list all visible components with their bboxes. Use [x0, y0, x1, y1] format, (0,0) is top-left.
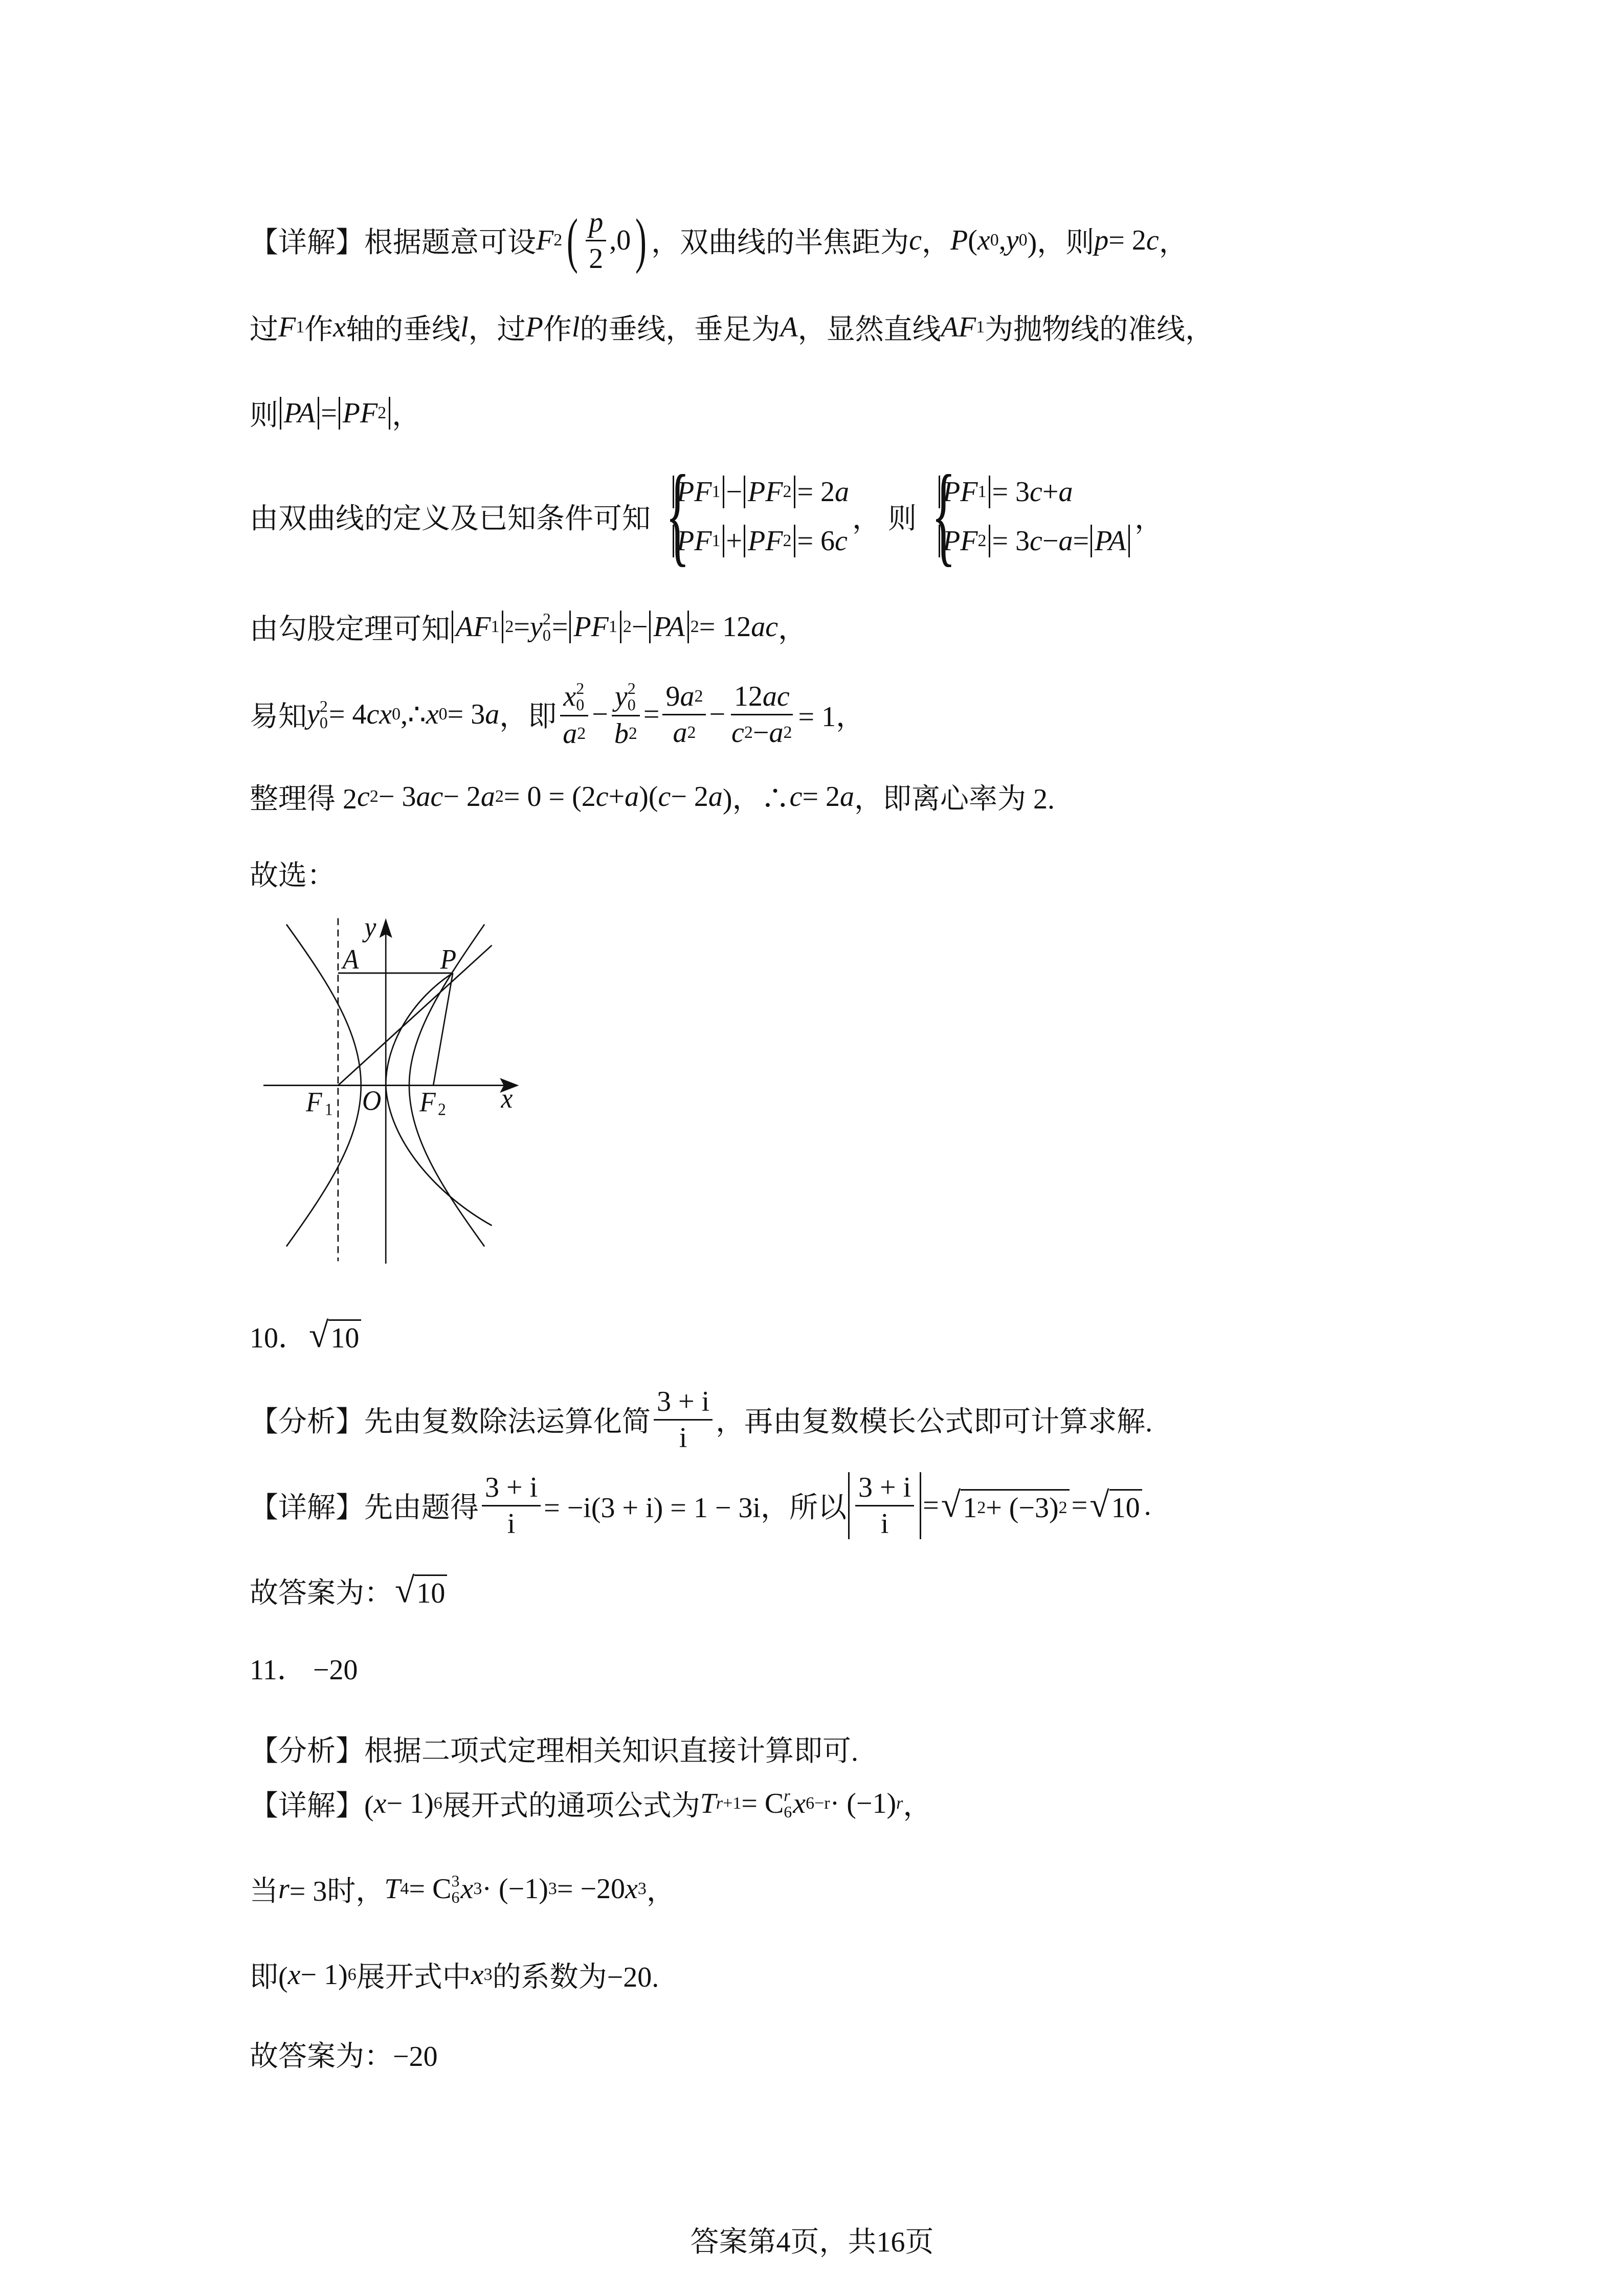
subscript: 0: [1018, 231, 1028, 250]
math-var: x: [426, 699, 439, 730]
text-run: =: [514, 611, 530, 643]
text-run: · (−1): [482, 1873, 548, 1905]
fraction-denominator: [728, 715, 795, 748]
math-paren: ): [635, 206, 647, 274]
text-run: )，∴: [722, 783, 790, 815]
fraction: [560, 680, 589, 749]
math-var: a: [480, 781, 495, 813]
text-run: 轴的垂线: [346, 314, 461, 346]
text-run: ，再由复数模长公式即可计算求解.: [716, 1406, 1153, 1438]
fraction-numerator: [612, 680, 640, 716]
text-run: 【分析】先由复数除法运算化简: [250, 1406, 651, 1438]
text-run: ，: [922, 227, 951, 259]
superscript: 2: [977, 1498, 986, 1517]
math-var: A: [780, 311, 798, 343]
equation-row: [671, 516, 849, 566]
math-var: PF: [573, 611, 609, 643]
math-var: x: [471, 1959, 484, 1991]
sub-superscript: [576, 680, 584, 713]
fraction-denominator: [670, 715, 699, 748]
superscript: 6: [347, 1965, 357, 1984]
superscript: 2: [687, 723, 696, 742]
text-run: ，: [1134, 503, 1164, 535]
square-root: [309, 1318, 361, 1354]
text-run: )，则: [1027, 227, 1095, 259]
fraction-numerator: [855, 1472, 914, 1506]
text-run: = 2: [797, 476, 835, 508]
math-var: AF: [456, 611, 491, 643]
text-run: = 2: [1108, 224, 1146, 256]
subscript: 1: [296, 318, 305, 336]
text-run: 2: [589, 242, 604, 275]
math-var: PF: [748, 525, 783, 557]
fraction-numerator: [662, 681, 706, 715]
fraction: [728, 681, 795, 748]
text-run: = 3: [992, 525, 1030, 557]
text-run: i: [507, 1507, 516, 1540]
text-run: 过: [250, 314, 278, 346]
text-run: ，双曲线的半焦距为: [651, 227, 909, 259]
label-x: x: [501, 1082, 513, 1114]
math-var: a: [835, 476, 850, 508]
script-part: 3: [451, 1872, 460, 1890]
math-var: a: [673, 716, 687, 749]
text-run: ,: [998, 224, 1006, 256]
math-var: c: [595, 781, 609, 813]
text-run: ， 则: [852, 503, 917, 535]
absolute-value: [939, 476, 990, 508]
text-run: 【详解】(: [250, 1790, 374, 1822]
math-var: ac: [762, 680, 790, 712]
superscript: 3: [637, 1879, 647, 1898]
math-var: a: [625, 781, 639, 813]
superscript: 3: [473, 1879, 482, 1898]
text-run: √ 10: [1111, 1492, 1140, 1524]
script-part: 0: [576, 695, 585, 714]
text-run: +: [1042, 476, 1059, 508]
math-var: x: [287, 1959, 301, 1991]
text-run: 易知: [250, 701, 307, 733]
label-f1: F: [306, 1086, 322, 1118]
math-var: a: [769, 716, 784, 749]
text-run: = C: [409, 1873, 452, 1905]
absolute-value: [744, 525, 795, 557]
radicand: [1109, 1489, 1142, 1523]
text-run: 3 + i: [485, 1471, 538, 1503]
script-part: 0: [542, 626, 551, 644]
text-run: = 12: [699, 611, 751, 643]
math-var: PF: [677, 525, 712, 557]
text-run: = −i(3 + i) = 1 − 3i，所以: [544, 1492, 847, 1524]
absolute-value: [452, 611, 503, 643]
text-run: 由勾股定理可知: [250, 614, 450, 645]
math-var: a: [680, 680, 695, 712]
radicand: [961, 1489, 1069, 1523]
text-run: 即(: [250, 1962, 288, 1993]
superscript: 2: [505, 617, 514, 636]
subscript: 2: [553, 231, 563, 250]
absolute-value: [569, 611, 621, 643]
math-var: r: [716, 1794, 723, 1813]
text-run: 的系数为−20.: [492, 1962, 659, 1993]
math-var: T: [700, 1788, 716, 1819]
math-var: a: [1058, 476, 1073, 508]
math-var: cx: [366, 699, 392, 730]
absolute-value: [673, 525, 724, 557]
text-run: = 3: [992, 476, 1030, 508]
math-var: c: [357, 781, 370, 813]
label-o: O: [362, 1085, 382, 1117]
text-run: ，即: [499, 701, 557, 733]
math-var: ac: [751, 611, 778, 643]
math-var: p: [589, 206, 604, 238]
fraction-denominator: [560, 716, 589, 749]
math-var: c: [1030, 525, 1042, 557]
superscript: 2: [622, 617, 632, 636]
text-run: ，: [903, 1790, 932, 1822]
text-run: 的垂线，垂足为: [580, 314, 781, 346]
fraction-denominator: [676, 1421, 691, 1453]
superscript: 2: [783, 723, 792, 742]
fraction-numerator: [731, 681, 793, 715]
math-var: a: [563, 717, 577, 750]
subscript: 2: [977, 531, 987, 550]
subscript: 1: [491, 617, 500, 636]
fraction-denominator: [611, 716, 640, 749]
script-part: 6: [784, 1803, 792, 1821]
absolute-value: [848, 1472, 921, 1539]
text-run: .: [1144, 1490, 1151, 1521]
text-run: ，: [778, 614, 807, 645]
text-run: −: [752, 716, 769, 749]
radicand: [414, 1574, 447, 1609]
subscript: 1: [976, 318, 985, 336]
fraction-numerator: [560, 680, 588, 716]
math-var: x: [977, 224, 990, 256]
text-run: ,∴: [401, 699, 426, 731]
text-run: 3 + i: [657, 1385, 710, 1417]
math-var: { PF: [943, 476, 978, 508]
label-f2-sub: 2: [438, 1100, 446, 1119]
text-run: 故答案为：−20: [250, 2041, 438, 2073]
text-run: i: [880, 1507, 889, 1540]
text-run: 3 + i: [858, 1471, 911, 1503]
text-run: 故选：: [250, 860, 336, 892]
absolute-value: [939, 525, 990, 557]
math-var: x: [563, 680, 576, 712]
script-part: 2: [576, 679, 585, 697]
subscript: 1: [977, 482, 987, 501]
math-var: PF: [748, 476, 783, 508]
math-var: y: [1006, 224, 1019, 256]
text-run: = 3时，: [289, 1876, 385, 1907]
fraction-denominator: [586, 241, 606, 274]
fraction: [611, 680, 640, 749]
math-var: a: [708, 781, 723, 813]
subscript: 0: [438, 705, 448, 724]
text-run: −: [726, 476, 743, 508]
fraction-numerator: [482, 1472, 541, 1506]
sub-superscript: [320, 698, 328, 731]
hyperbola-parabola-diagram: [230, 895, 588, 1278]
script-part: 0: [627, 695, 636, 714]
text-run: 作: [304, 314, 333, 346]
label-p: P: [440, 943, 457, 975]
script-part: 2: [627, 679, 636, 697]
subscript: 2: [783, 531, 792, 550]
math-var: c: [789, 781, 803, 813]
math-var: p: [1094, 224, 1109, 256]
math-var: b: [614, 717, 629, 750]
math-var: PF: [943, 525, 978, 557]
fraction: [662, 681, 706, 748]
math-var: T: [384, 1873, 401, 1905]
script-part: 2: [542, 610, 551, 628]
text-run: + (−3): [986, 1492, 1059, 1524]
math-var: PF: [342, 397, 378, 429]
fraction: [482, 1472, 541, 1539]
text-run: √ 10: [416, 1578, 446, 1609]
equation-row: [937, 516, 1131, 566]
subscript: 0: [392, 705, 401, 724]
text-run: =: [923, 1490, 939, 1521]
text-run: ，过: [468, 314, 526, 346]
superscript: 6−r: [806, 1794, 830, 1813]
text-run: ，: [646, 1876, 675, 1907]
equation-system: [920, 467, 1131, 566]
math-var: F: [536, 224, 554, 256]
math-var: a: [840, 781, 855, 813]
math-var: F: [278, 311, 296, 343]
superscript: 2: [495, 787, 504, 806]
math-var: a: [485, 699, 500, 730]
subscript: 2: [783, 482, 792, 501]
equation-row: [671, 467, 849, 516]
label-y: y: [364, 911, 376, 943]
text-run: = 1，: [798, 701, 865, 733]
text-run: 10．: [250, 1322, 307, 1354]
sub-superscript: [451, 1873, 459, 1905]
label-f2: F: [419, 1086, 436, 1118]
absolute-value: [1091, 525, 1130, 557]
superscript: 3: [548, 1879, 557, 1898]
radicand: [328, 1319, 361, 1354]
math-var: c: [1030, 476, 1042, 508]
square-root: [395, 1573, 447, 1609]
text-run: =: [1071, 1490, 1088, 1521]
absolute-value: [744, 476, 795, 508]
text-run: 则: [250, 400, 278, 432]
subscript: 0: [990, 231, 999, 250]
fraction-numerator: [654, 1386, 713, 1421]
math-var: PA: [284, 397, 316, 429]
math-paren: (: [567, 206, 579, 274]
text-run: − 2: [671, 781, 708, 813]
superscript: [896, 1794, 903, 1813]
math-var: c: [909, 224, 922, 256]
line-f1-p: [338, 946, 492, 1086]
script-part: [784, 1787, 792, 1804]
text-run: ，: [1159, 227, 1188, 259]
superscript: 3: [483, 1965, 493, 1984]
absolute-value: [280, 397, 319, 430]
superscript: 2: [577, 724, 586, 743]
math-var: x: [460, 1873, 474, 1905]
math-var: y: [307, 699, 320, 730]
math-var: P: [950, 224, 968, 256]
absolute-value: [649, 611, 688, 643]
superscript: 2: [628, 724, 637, 743]
superscript: 2: [1058, 1498, 1067, 1517]
square-root: [941, 1488, 1070, 1523]
math-var: x: [625, 1873, 638, 1905]
fraction: [654, 1386, 713, 1453]
text-run: 当: [250, 1876, 278, 1907]
sub-superscript: [784, 1787, 792, 1820]
text-run: − 3: [378, 781, 416, 813]
text-run: 【详解】根据题意可设: [250, 227, 536, 259]
text-run: ，即离心率为 2.: [854, 783, 1055, 815]
math-var: x: [333, 311, 346, 343]
superscript: 2: [690, 617, 699, 636]
fraction-denominator: [504, 1506, 519, 1539]
label-f1-sub: 1: [324, 1100, 333, 1119]
math-var: x: [793, 1788, 806, 1819]
text-run: − 1): [386, 1788, 434, 1819]
page-footer: 答案第4页，共16页: [690, 2226, 934, 2258]
text-run: 展开式的通项公式为: [442, 1790, 700, 1822]
text-run: −: [709, 699, 726, 730]
subscript: [716, 1794, 741, 1813]
script-part: 0: [319, 713, 328, 732]
text-run: 故答案为：: [250, 1578, 393, 1609]
math-var: c: [658, 781, 671, 813]
text-run: ，显然直线: [797, 314, 941, 346]
text-run: ，: [392, 400, 421, 432]
superscript: 2: [744, 723, 753, 742]
text-run: = 6: [797, 525, 835, 557]
text-run: 作: [543, 314, 572, 346]
fraction-denominator: [878, 1506, 892, 1539]
text-run: 【详解】先由题得: [250, 1492, 479, 1524]
subscript: 1: [711, 531, 721, 550]
text-run: −: [631, 611, 648, 643]
math-var: ac: [416, 781, 443, 813]
text-run: = C: [741, 1788, 784, 1819]
text-run: =: [551, 611, 568, 643]
label-a: A: [342, 943, 359, 975]
text-run: = 2: [802, 781, 840, 813]
text-run: √ 10: [330, 1322, 360, 1354]
text-run: 展开式中: [356, 1962, 471, 1993]
text-run: +: [726, 525, 743, 557]
subscript: 2: [377, 403, 387, 422]
math-var: PA: [1095, 525, 1126, 557]
absolute-value: [339, 397, 390, 430]
text-run: − 2: [443, 781, 481, 813]
text-run: i: [679, 1422, 687, 1454]
equation-row: [937, 467, 1131, 516]
subscript: 4: [400, 1879, 409, 1898]
math-var: r: [278, 1873, 290, 1905]
math-var: x: [373, 1788, 387, 1819]
subscript: 1: [608, 617, 617, 636]
text-run: 整理得 2: [250, 783, 357, 815]
math-var: l: [460, 311, 469, 343]
superscript: 2: [694, 686, 703, 706]
math-var: y: [614, 680, 628, 712]
math-var: l: [571, 311, 580, 343]
math-var: AF: [941, 311, 976, 343]
math-var: c: [835, 525, 848, 557]
text-run: 【分析】根据二项式定理相关知识直接计算即可.: [250, 1736, 858, 1767]
sub-superscript: [543, 611, 551, 643]
text-run: ,0: [609, 224, 631, 256]
text-run: +: [608, 781, 625, 813]
math-var: r: [896, 1794, 903, 1813]
text-run: = 3: [447, 699, 485, 730]
math-var: y: [530, 611, 543, 643]
absolute-value: [673, 476, 724, 508]
superscript: 2: [369, 787, 379, 806]
text-run: 12: [733, 680, 763, 712]
math-var: c: [1146, 224, 1159, 256]
text-run: 为抛物线的准线，: [985, 314, 1214, 346]
text-run: =: [643, 699, 660, 730]
text-run: −: [1042, 525, 1059, 557]
sub-superscript: [628, 680, 636, 713]
script-part: 6: [451, 1888, 460, 1906]
equation-system: [654, 467, 849, 566]
text-run: = 0 = (2: [503, 781, 596, 813]
text-run: = −20: [557, 1873, 626, 1905]
math-var: c: [731, 716, 744, 749]
fraction: [855, 1472, 914, 1539]
fraction-numerator: [586, 207, 606, 241]
square-root: [1089, 1488, 1142, 1523]
math-var: r: [784, 1786, 790, 1805]
math-var: a: [1058, 525, 1073, 557]
superscript: 6: [433, 1794, 442, 1813]
text-run: = 4: [328, 699, 367, 730]
subscript: 1: [711, 482, 721, 501]
text-run: 11． −20: [250, 1654, 358, 1686]
text-run: =: [1073, 525, 1089, 557]
text-run: − 1): [300, 1959, 348, 1991]
text-run: √ 1: [963, 1492, 977, 1524]
script-part: 2: [319, 697, 328, 715]
text-run: +1: [723, 1794, 742, 1813]
math-var: P: [525, 311, 543, 343]
text-run: 9: [665, 680, 680, 712]
text-run: =: [321, 397, 337, 429]
text-run: −: [592, 699, 608, 730]
text-run: )(: [639, 781, 658, 813]
math-var: { PF: [677, 476, 712, 508]
text-run: 由双曲线的定义及已知条件可知: [250, 503, 651, 535]
text-run: (: [968, 224, 977, 256]
fraction: [586, 207, 606, 274]
math-var: PA: [653, 611, 685, 643]
text-run: · (−1): [830, 1788, 897, 1819]
